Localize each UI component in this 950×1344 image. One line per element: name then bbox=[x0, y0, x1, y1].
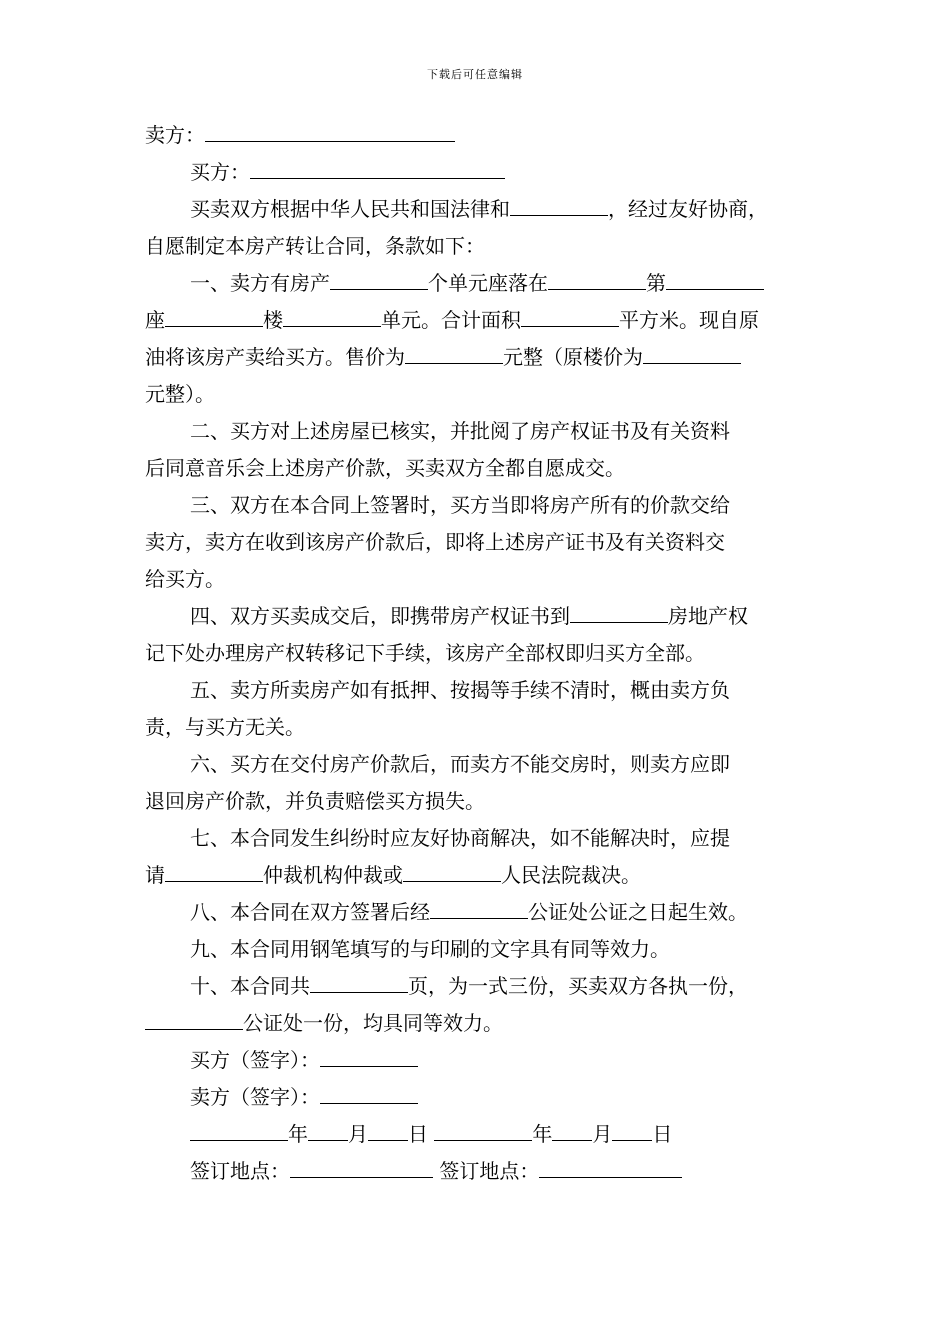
clause3-line-3 bbox=[145, 561, 815, 598]
seller-label: 卖方： bbox=[145, 123, 205, 147]
clause-text: 仲裁机构仲裁或 bbox=[263, 863, 403, 887]
year-label: 年 bbox=[532, 1122, 553, 1146]
clause-text: 退回房产价款，并负责赔偿买方损失。 bbox=[145, 789, 485, 813]
month-label: 月 bbox=[348, 1122, 368, 1146]
buyer-blank[interactable] bbox=[250, 156, 505, 179]
seller-day-blank[interactable] bbox=[612, 1118, 652, 1141]
units-blank[interactable] bbox=[330, 267, 428, 290]
clause-text: 给买方。 bbox=[145, 567, 225, 591]
intro-text: ，经过友好协商， bbox=[608, 197, 768, 221]
intro-blank[interactable] bbox=[510, 193, 608, 216]
clause5-line-1 bbox=[145, 672, 815, 709]
clause-text: 油将该房产卖给买方。售价为 bbox=[145, 345, 405, 369]
clause9-line bbox=[145, 931, 815, 968]
clause-text: 元整）。 bbox=[145, 382, 215, 406]
original-price-blank[interactable] bbox=[643, 341, 741, 364]
seller-month-blank[interactable] bbox=[552, 1118, 592, 1141]
clause-text: 请 bbox=[145, 863, 165, 887]
floor-blank[interactable] bbox=[283, 304, 381, 327]
seller-signature-blank[interactable] bbox=[320, 1081, 418, 1104]
intro-line-1 bbox=[145, 191, 815, 228]
clause1-line-3 bbox=[145, 339, 815, 376]
clause3-line-1 bbox=[145, 487, 815, 524]
area-blank[interactable] bbox=[521, 304, 619, 327]
buyer-signature-blank[interactable] bbox=[320, 1044, 418, 1067]
buyer-signature-label: 买方（签字）： bbox=[190, 1048, 320, 1072]
buyer-day-blank[interactable] bbox=[368, 1118, 408, 1141]
location-blank[interactable] bbox=[548, 267, 646, 290]
clause2-line-2 bbox=[145, 450, 815, 487]
seller-line bbox=[145, 117, 815, 154]
place-line bbox=[145, 1153, 815, 1190]
clause-text: 个单元座落在 bbox=[428, 271, 548, 295]
buyer-month-blank[interactable] bbox=[308, 1118, 348, 1141]
clause8-line bbox=[145, 894, 815, 931]
buyer-place-blank[interactable] bbox=[290, 1155, 433, 1178]
clause-text: 卖方，卖方在收到该房产价款后，即将上述房产证书及有关资料交 bbox=[145, 530, 725, 554]
place-label: 签订地点： bbox=[190, 1159, 290, 1183]
clause7-line-2 bbox=[145, 857, 815, 894]
notary-blank[interactable] bbox=[430, 896, 528, 919]
court-blank[interactable] bbox=[403, 859, 501, 882]
buyer-signature-line bbox=[145, 1042, 815, 1079]
clause-text: 第 bbox=[646, 271, 666, 295]
clause-text: 责，与买方无关。 bbox=[145, 715, 305, 739]
clause-text: 后同意音乐会上述房产价款，买卖双方全都自愿成交。 bbox=[145, 456, 625, 480]
clause3-line-2 bbox=[145, 524, 815, 561]
day-label: 日 bbox=[408, 1122, 428, 1146]
year-label: 年 bbox=[288, 1122, 308, 1146]
header-note: 下载后可任意编辑 bbox=[427, 68, 523, 81]
clause-text: 楼 bbox=[263, 308, 283, 332]
clause-text: 人民法院裁决。 bbox=[501, 863, 641, 887]
block-blank[interactable] bbox=[165, 304, 263, 327]
seller-signature-line bbox=[145, 1079, 815, 1116]
intro-text: 自愿制定本房产转让合同，条款如下： bbox=[145, 234, 485, 258]
contract-body bbox=[145, 117, 815, 1190]
place-label: 签订地点： bbox=[439, 1159, 540, 1183]
day-label: 日 bbox=[652, 1122, 673, 1146]
clause6-line-2 bbox=[145, 783, 815, 820]
clause1-line-4 bbox=[145, 376, 815, 413]
clause4-line-2 bbox=[145, 635, 815, 672]
clause-text: 十、本合同共 bbox=[190, 974, 310, 998]
clause-text: 六、买方在交付房产价款后，而卖方不能交房时，则卖方应即 bbox=[190, 752, 730, 776]
clause-text: 元整（原楼价为 bbox=[503, 345, 643, 369]
seller-blank[interactable] bbox=[205, 119, 455, 142]
intro-line-2 bbox=[145, 228, 815, 265]
clause-text: 八、本合同在双方签署后经 bbox=[190, 900, 430, 924]
pages-blank[interactable] bbox=[310, 970, 408, 993]
clause-text: 页，为一式三份，买卖双方各执一份， bbox=[408, 974, 748, 998]
clause5-line-2 bbox=[145, 709, 815, 746]
clause-text: 二、买方对上述房屋已核实，并批阅了房产权证书及有关资料 bbox=[190, 419, 730, 443]
seller-year-blank[interactable] bbox=[434, 1118, 532, 1141]
date-line bbox=[145, 1116, 815, 1153]
buyer-label: 买方： bbox=[190, 160, 250, 184]
intro-text: 买卖双方根据中华人民共和国法律和 bbox=[190, 197, 510, 221]
clause2-line-1 bbox=[145, 413, 815, 450]
clause10-line-2 bbox=[145, 1005, 815, 1042]
notary-office-blank[interactable] bbox=[145, 1007, 243, 1030]
clause-text: 单元。合计面积 bbox=[381, 308, 521, 332]
buyer-line bbox=[145, 154, 815, 191]
clause-text: 五、卖方所卖房产如有抵押、按揭等手续不清时，概由卖方负 bbox=[190, 678, 730, 702]
clause-text: 座 bbox=[145, 308, 165, 332]
clause1-line-2 bbox=[145, 302, 815, 339]
clause-text: 公证处一份，均具同等效力。 bbox=[243, 1011, 503, 1035]
seller-signature-label: 卖方（签字）： bbox=[190, 1085, 320, 1109]
clause4-line-1 bbox=[145, 598, 815, 635]
clause6-line-1 bbox=[145, 746, 815, 783]
clause-text: 平方米。现自原 bbox=[619, 308, 759, 332]
clause-text: 三、双方在本合同上签署时，买方当即将房产所有的价款交给 bbox=[190, 493, 730, 517]
buyer-year-blank[interactable] bbox=[190, 1118, 288, 1141]
arbitration-blank[interactable] bbox=[165, 859, 263, 882]
month-label: 月 bbox=[592, 1122, 613, 1146]
clause-text: 记下处办理房产权转移记下手续，该房产全部权即归买方全部。 bbox=[145, 641, 705, 665]
price-blank[interactable] bbox=[405, 341, 503, 364]
clause-text: 七、本合同发生纠纷时应友好协商解决，如不能解决时，应提 bbox=[190, 826, 730, 850]
clause1-line-1 bbox=[145, 265, 815, 302]
clause-text: 九、本合同用钢笔填写的与印刷的文字具有同等效力。 bbox=[190, 937, 670, 961]
clause-text: 公证处公证之日起生效。 bbox=[528, 900, 748, 924]
seller-place-blank[interactable] bbox=[539, 1155, 682, 1178]
clause10-line-1 bbox=[145, 968, 815, 1005]
clause-text: 四、双方买卖成交后，即携带房产权证书到 bbox=[190, 604, 570, 628]
clause-text: 一、卖方有房产 bbox=[190, 271, 330, 295]
number-blank[interactable] bbox=[666, 267, 764, 290]
registry-blank[interactable] bbox=[570, 600, 668, 623]
clause-text: 房地产权 bbox=[668, 604, 748, 628]
clause7-line-1 bbox=[145, 820, 815, 857]
